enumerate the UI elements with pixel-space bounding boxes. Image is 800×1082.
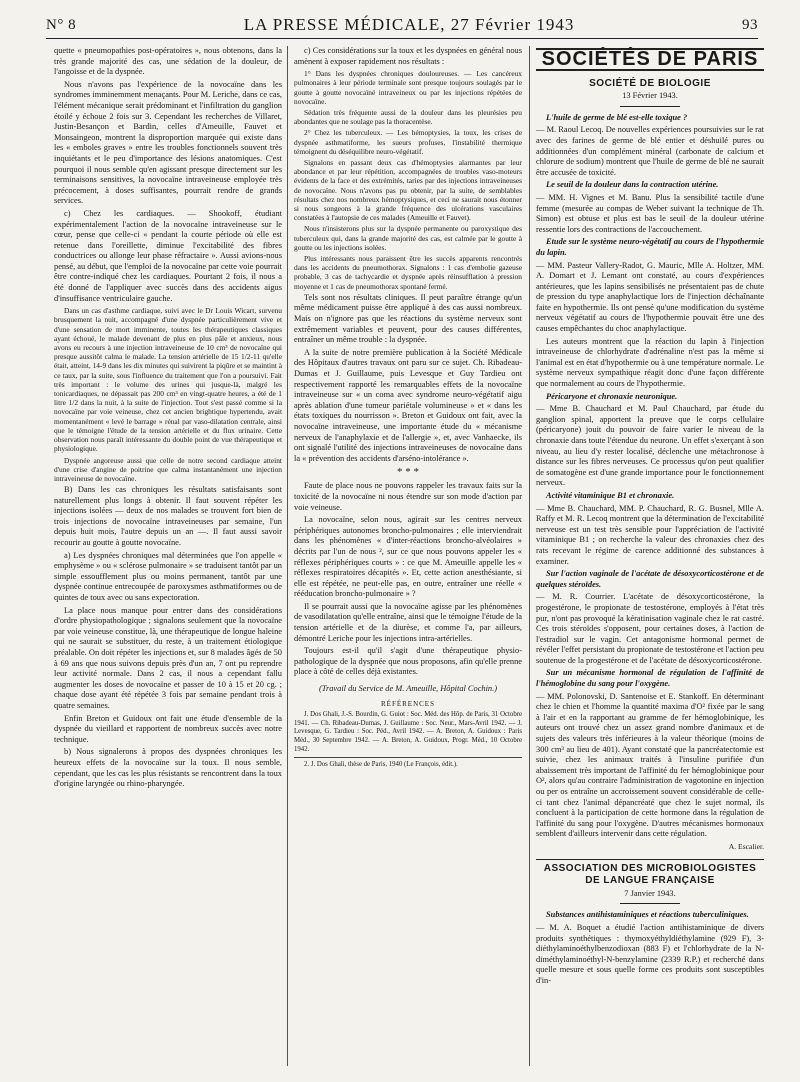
paragraph: B) Dans les cas chroniques les résultats satisfaisants sont naturellement plus longs à obtenir. Il faut souvent répéter les injections isolées — deux de nos malades se trouvent fort bien de trois injections de novocaïne intraveineuses par semaine, l'un depuis huit mois, l'autre depuis un an —. Il faut aussi savoir recourir au goutte à goutte novocaïne. bbox=[54, 485, 282, 548]
paragraph: La novocaïne, selon nous, agirait sur les centres nerveux périphériques autonomes broncho-pulmonaires ; elle interviendrait dans les phénomènes « d'inter-réactions broncho-alvéolaires » décrits par l'un de nous ², sur ce que nous pouvons appeler les « réflexes périphériques courts » : ce que M. Ameuille appelle les « réflexes respiratoires décapités ». Et, cette action anesthésiante, si elle est répétée, ne peut-elle pas, en outre, entraîner une réelle « rééducation broncho-pulmonaire » ? bbox=[294, 515, 522, 599]
communication-text: — M. R. Courrier. L'acétate de désoxycorticostérone, la progestérone, le propionate de testostérone, employés à l'état très pur, n'ont pas provoqué la kératinisation vaginale chez le rat castré. Ces trois stéroïdes s'opposent, pour certaines doses, à l'action de l'estradiol sur le vagin. Cet antagonisme hormonal permet de révéler l'effet persistant du propionate de testostérone et l'action peu soutenue de la progestérone et de l'acétate de désoxycorticostérone. bbox=[536, 592, 764, 665]
paragraph: Sédation très fréquente aussi de la douleur dans les pleurésies peu abondantes que ne soulage pas la thoracentèse. bbox=[294, 108, 522, 127]
communication-title: Le seuil de la douleur dans la contraction utérine. bbox=[546, 180, 719, 190]
paragraph: Plus intéressants nous paraissent être les succès apparents rencontrés dans les accidents du pneumothorax. Signalons : 1 cas d'embolie gazeuse probable, 3 cas de tachycardie et dyspnée après réinsufflation à pression moyenne et 1 cas de pneumothorax spontané fermé. bbox=[294, 254, 522, 291]
communication-text: — MM. Pasteur Vallery-Radot, G. Mauric, Mlle A. Holtzer, MM. A. Domart et J. Lemant ont constaté, au cours d'expériences antérieures, que les lapins sensibilisés ne présentaient pas de chute de pression du type anaphylactique lors de l'injection déchaînante faite en hypothermie. Ils ont pensé qu'une modification du système nerveux végétatif au cours de l'hypothermie pouvait être une des causes empêchantes du choc anaphylactique. bbox=[536, 260, 764, 334]
communication-text: — Mme B. Chauchard et M. Paul Chauchard, par étude du ganglion spinal, apportent la preuve que le corps cellulaire (péricaryone) jouit du pouvoir de faire varier le niveau de la chronaxie dans toute l'étendue du neurone. Un effet s'exerçant à son niveau, au lieu d'y rester localisé, déclenche une métachronose à distance sur les fibres nerveuses. Ce processus qu'on peut qualifier de somatogène est d'une grande importance pour le fonctionnement nerveux. bbox=[536, 404, 764, 488]
references-heading: RÉFÉRENCES bbox=[381, 699, 435, 708]
paragraph: Toujours est-il qu'il s'agit d'une thérapeutique physio-pathologique de la dyspnée que nous proposons, afin qu'elle prenne place à côté de celles déjà existantes. bbox=[294, 646, 522, 677]
column-divider bbox=[287, 46, 288, 1066]
column-right bbox=[536, 46, 764, 1066]
paragraph: c) Ces considérations sur la toux et les dyspnées en général nous amènent à exposer rapidement nos résultats : bbox=[294, 46, 522, 66]
footnote: 2. J. Dos Ghali, thèse de Paris, 1940 (Le François, édit.). bbox=[304, 761, 458, 769]
page-number: 93 bbox=[742, 16, 758, 33]
paragraph: Signalons en passant deux cas d'hémoptysies alarmantes par leur abondance et par leur répétition, accompagnées de troubles vaso-moteurs évidents de la face et des extrémités, taries par des injections intraveineuses de novocaïne. Nous n'avons pas pu obtenir, par la suite, de semblables résultats chez nos nombreux hémoptysiques, et ceci ne saurait nous étonner si nous songeons à la grande fréquence des ulcérations vasculaires constatées à l'autopsie de ces malades (Ameuille et Fauvet). bbox=[294, 158, 522, 223]
communication-title: Activité vitaminique B1 et chronaxie. bbox=[546, 490, 675, 500]
footnote-divider bbox=[294, 757, 522, 758]
paragraph: a) Les dyspnées chroniques mal déterminées que l'on appelle « emphysème » ou « sclérose pulmonaire » se traduisent tantôt par un simple essoufflement plus ou moins permanent, tantôt par une dyspnée continue entrecoupée de paroxysmes asthmatiformes ou de quintes de toux avec ou sans expectoration. bbox=[54, 550, 282, 603]
divider bbox=[620, 903, 680, 904]
communication-title: Etude sur le système neuro-végétatif au cours de l'hypothermie du lapin. bbox=[536, 237, 764, 257]
paragraph: c) Chez les cardiaques. — Shookoff, étudiant expérimentalement l'action de la novocaïne intraveineuse sur le cœur, pense que celle-ci « pendant la courte période où elle est retenue dans l'oreillette, diminue l'excitabilité des fibres conductrices ou allonge leur phase réfractaire ». Aussi avions-nous pensé, au début, que l'emploi de la novocaïne par cette voie pourrait être contre-indiqué chez les cardiaques. Pourtant 2 fois, il nous a été donné de l'appliquer avec succès dans des accidents aigus d'insuffisance ventriculaire gauche. bbox=[54, 208, 282, 303]
paragraph: Il se pourrait aussi que la novocaïne agisse par les phénomènes de vasodilatation qu'elle entraîne, ainsi que le témoigne l'étude de la tension artérielle et de la diurèse, et comme l'a, par ailleurs, démontré Leriche pour les injections intra-artérielles. bbox=[294, 601, 522, 643]
references-list: J. Dos Ghali, J.-S. Bourdin, G. Guiot : Soc. Méd. des Hôp. de Paris, 31 Octobre 1941. — Ch. Ribadeau-Dumas, J. Guillaume : Soc. Neur., Mars-Avril 1942. — J. Levesque, G. Tardieu : Soc. Péd., Avril 1942. — A. Breton, A. Guidoux : Paris Méd., 30 Septembre 1942. — A. Breton, A. Guidoux, Progr. Méd., 10 Octobre 1942. bbox=[294, 711, 522, 753]
section-title: SOCIÉTÉS DE PARIS bbox=[536, 48, 764, 71]
communication-text: — M. A. Boquet a étudié l'action antihistaminique de divers produits synthétiques : thymoxyéthyldiéthylamine (929 F), 3-diéthylaminoéthylbenzodioxan (883 F) et l'chlorhydrate de la N-diméthylaminoéthyl-N-benzylamine (2339 R.P.) et recherché dans quelle mesure et sous quelle forme ces produits sont susceptibles d'in- bbox=[536, 922, 764, 985]
communication-text: — M. Raoul Lecoq. De nouvelles expériences poursuivies sur le rat avec des farines de germe de blé entier et déshuilé pures ou additionnées d'un complément minéral (carbonate de calcium et chlorure de sodium) montrent que l'huile de germe de blé ne saurait être accusée de toxicité. bbox=[536, 125, 764, 177]
paragraph: La place nous manque pour entrer dans des considérations d'ordre physiopathologique ; signalons seulement que la novocaïne par voie veineuse constitue, là, une thérapeutique de longue haleine qui ne saurait se substituer, du reste, à un traitement étiologique préalable. On doit répéter les injections et, sur 8 malades âgés de 50 à 69 ans que nous suivons depuis près d'un an, 7 ont pu reprendre leur activité normale. Dans 2 cas, il nous a cependant fallu augmenter les doses de novocaïne et passer de 10 à 15 et 20 cg. ; chaque dose ayant été répétée 3 fois par semaine pendant trois à quatre semaines. bbox=[54, 605, 282, 710]
paragraph: Nous n'avons pas l'expérience de la novocaïne dans les syndromes imminemment menaçants. Pour M. Leriche, dans ce cas, l'élément mécanique serait prédominant et l'infiltration du ganglion étoilé y échoue 2 fois sur 3. Cependant les recherches de Villaret, Justin-Besançon et Bardin, celles d'Ameuille, Fauvet et Monsaingeon, montrent la disproportion marquée qui existe dans les « emboles graves » entre les troubles fonctionnels souvent très inquiétants et le peu d'importance des lésions anatomiques. C'est pourquoi il nous semble qu'en agissant presque directement sur les terminaisons sensitives, la novocaïne intraveineuse employée très précocement, à doses suffisantes, pourrait rendre de grands services. bbox=[54, 79, 282, 206]
issue-number: N° 8 bbox=[46, 16, 77, 33]
section-separator: * * * bbox=[397, 466, 419, 479]
divider bbox=[620, 106, 680, 107]
paragraph: Dyspnée angoreuse aussi que celle de notre second cardiaque atteint d'une crise d'angine de poitrine que calma instantanément une injection intraveineuse de novocaïne. bbox=[54, 455, 282, 483]
communication-text: — MM. H. Vignes et M. Banu. Plus la sensibilité tactile d'une femme (mesurée au compas de Weber suivant la technique de Th. Simon) est obtuse et plus est bas le seuil de la douleur utérine ressentie lors des contractions de l'accouchement. bbox=[536, 192, 764, 234]
paragraph: 1° Dans les dyspnées chroniques douloureuses. — Les cancéreux pulmonaires à leur période terminale sont presque toujours soulagés par le goutte à goutte novocaïné intraveineux ou par les injections répétées de novocaïne. bbox=[294, 69, 522, 106]
communication-title: Sur un mécanisme hormonal de régulation de l'affinité de l'hémoglobine du sang pour l'oxygène. bbox=[536, 668, 764, 689]
communication-title: Péricaryone et chronaxie neuronique. bbox=[546, 391, 678, 401]
journal-date-line: LA PRESSE MÉDICALE, 27 Février 1943 bbox=[243, 15, 575, 34]
communication-text: — Mme B. Chauchard, MM. P. Chauchard, R. G. Busnel, Mlle A. Raffy et M. R. Lecoq montrent que la détermination de l'excitabilité nerveuse est un test très sensible pour l'appréciation de l'activité vitaminique B1 ; on recherche la valeur des chronaxies chez des rats recevant le régime de carence additionné des substances à examiner. bbox=[536, 503, 764, 566]
divider bbox=[536, 859, 764, 860]
report-signature: A. Escalier. bbox=[728, 841, 764, 851]
communication-title: Substances antihistaminiques et réactions tuberculiniques. bbox=[546, 910, 749, 920]
society-heading: ASSOCIATION DES MICROBIOLOGISTES bbox=[543, 862, 757, 874]
page-header bbox=[46, 12, 758, 39]
paragraph: Tels sont nos résultats cliniques. Il peut paraître étrange qu'un même médicament puisse être appliqué à des cas aussi nombreux. Mais on n'ignore pas que les réactions du système nerveux sont extrêmement variables et peuvent, pour des causes différentes, entraîner un même trouble : la dyspnée. bbox=[294, 292, 522, 345]
paragraph: Dans un cas d'asthme cardiaque, suivi avec le Dr Louis Wicart, survenu brusquement la nuit, accompagné d'une dyspnée particulièrement vive et d'une sensation de mort imminente, toutes les thérapeutiques classiques ayant échoué, le malade devenant de plus en plus pâle et anxieux, nous avons eu recours à une injection intraveineuse de 10 cm³ de novocaïne qui presque aussitôt calma le malade. La tension artérielle de 15 1/2-11 qu'elle était, atteint, 14-9 dans les dix minutes qui suivirent la piqûre et se maintint à ce taux, par la suite, sous l'influence du traitement que l'on a poursuivi. Fait très important : le volume des urines qui jusque-là, malgré les tonicardiaques, ne dépassait pas 200 cm³ en vingt-quatre heures, a été de 1 litre 1/2 dans la nuit, à la suite de l'injection. Tout s'est passé comme si la novocaïne par voie veineuse, chez cet ancien brightique hypertendu, avait momentanément « levé le barrage » rénal par vaso-dilatation centrale, ainsi que le témoigne l'étude de la tension artérielle et du flux urinaire. Cette observation nous paraît intéressante du double point de vue thérapeutique et physiologique. bbox=[54, 306, 282, 454]
communication-title: L'huile de germe de blé est-elle toxique ? bbox=[546, 112, 688, 122]
column-middle bbox=[294, 46, 522, 1066]
communication-title: Sur l'action vaginale de l'acétate de désoxycorticostérone et de quelques stéroïdes. bbox=[536, 569, 764, 589]
society-heading: SOCIÉTÉ DE BIOLOGIE bbox=[589, 77, 711, 89]
journal-name: LA PRESSE MÉDICALE bbox=[243, 15, 441, 34]
issue-date: 27 Février 1943 bbox=[450, 15, 575, 34]
session-date: 7 Janvier 1943. bbox=[624, 888, 676, 898]
paragraph: 2° Chez les tuberculeux. — Les hémoptysies, la toux, les crises de dyspnée asthmatiforme, les sueurs profuses, l'instabilité thermique témoignent du déséquilibre neuro-végétatif. bbox=[294, 128, 522, 156]
paragraph: Nous n'insisterons plus sur la dyspnée permanente ou paroxystique des tuberculeux qui, dans la grande majorité des cas, est calmée par le goutte à goutte ou les injections isolées. bbox=[294, 224, 522, 252]
paragraph: Enfin Breton et Guidoux ont fait une étude d'ensemble de la dyspnée du vieillard et rapportent de nombreux succès avec notre technique. bbox=[54, 713, 282, 744]
paragraph: b) Nous signalerons à propos des dyspnées chroniques les heureux effets de la novocaïne sur la toux. Il nous semble, cependant, que les cas les plus résistants se rencontrent dans la toux d'origine laryngée ou rhino-pharyngée. bbox=[54, 747, 282, 789]
column-divider bbox=[529, 46, 530, 1066]
society-heading-line2: DE LANGUE FRANÇAISE bbox=[585, 875, 715, 887]
session-date: 13 Février 1943. bbox=[622, 91, 678, 101]
communication-text: Les auteurs montrent que la réaction du lapin à l'injection intraveineuse de chlorhydrate d'adrénaline n'est pas la même si l'animal est en état d'hypothermie ou à une température normale. Le système nerveux sympathique réagit donc d'une façon différente que normalement au cours de l'hypothermie. bbox=[536, 336, 764, 389]
article-signature: (Travail du Service de M. Ameuille, Hôpital Cochin.) bbox=[318, 684, 497, 694]
communication-text: — MM. Polonovski, D. Santenoise et E. Stankoff. En déterminant chez le chien et l'homme la quantité maxima d'O² fixée par le sang à l'air et en la rapportant au gramme de fer hémoglobinique, les auteurs ont trouvé chez un assez grand nombre d'animaux et de sujets des valeurs très inférieures à la valeur théorique (moins de 300 cm³ au lieu de 401). Ayant constaté que la pancréatectomie est suivie, chez les animaux traités à l'insuline purifiée d'un abaissement très important de l'affinité du fer hémoglobinique pour O², alors qu'au contraire l'administration de vagotonine en injection ou per os entraîne un accroissement souvent considérable de celle-ci tant chez l'animal dépancréaté que chez le sujet normal, ils concluent à la participation de cette hormone dans la régulation de l'affinité du sang pour l'oxygène. D'autres mécanismes hormonaux semblent d'ailleurs intervenir dans cette régulation. bbox=[536, 691, 764, 839]
paragraph: quette « pneumopathies post-opératoires », nous obtenons, dans la très grande majorité des cas, une sédation de la douleur, de l'angoisse et de la dyspnée. bbox=[54, 46, 282, 77]
paragraph: Faute de place nous ne pouvons rappeler les travaux faits sur la toxicité de la novocaïne ni nous étendre sur son mode d'action par voie veineuse. bbox=[294, 481, 522, 512]
column-left bbox=[54, 46, 282, 1066]
paragraph: A la suite de notre première publication à la Société Médicale des Hôpitaux d'autres travaux ont paru sur ce sujet. Ch. Ribadeau-Dumas et J. Guillaume, puis Levesque et Guy Tardieu ont respectivement rapporté les remarquables effets de la novocaïne intraveineuse sur « un coma avec syndrome neuro-végétatif aigu après ablation d'une tumeur pariétale volumineuse » et « dans les états toxiques du nourrisson ». Breton et Guidoux ont fait, avec la novocaïne intraveineuse, une importante étude du « mécanisme nerveux de l'anaphylaxie et de l'allergie », et, avec Vanhaecke, ils ont signalé l'utilité des injections intraveineuses de novocaïne dans la « prévention des accidents d'arséno-intolérance ». bbox=[294, 347, 522, 463]
